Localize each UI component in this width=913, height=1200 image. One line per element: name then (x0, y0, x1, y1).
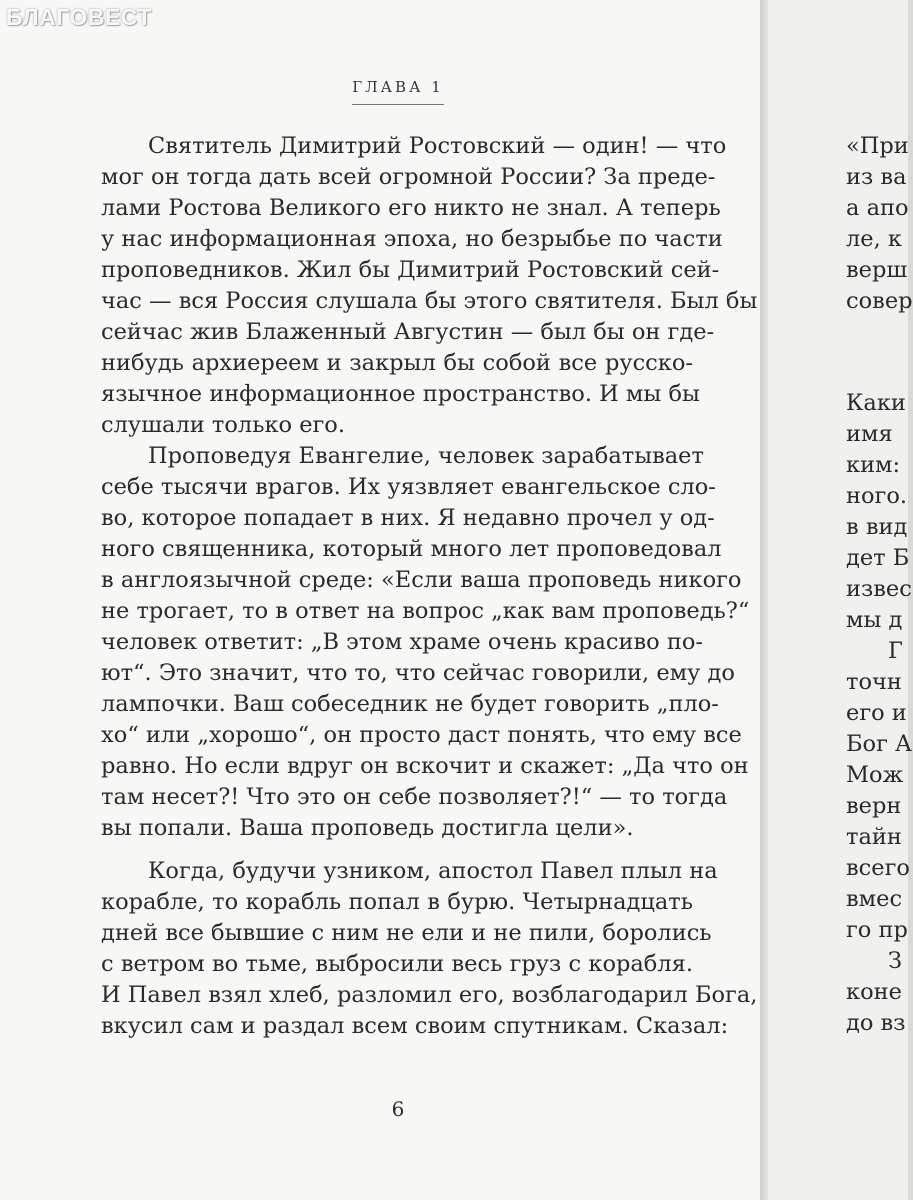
chapter-header: ГЛАВА 1 (352, 78, 444, 96)
right-text-fragment: верш (846, 257, 908, 283)
right-text-fragment: вмес (846, 886, 903, 912)
text-line: язычное информационное пространство. И мы бы (101, 381, 700, 407)
text-line: час — вся Россия слушала бы этого святителя. Был бы (101, 288, 758, 314)
text-line: там несет?! Что это он себе позволяет?!“ — то тогда (101, 784, 728, 810)
right-text-fragment: верн (846, 793, 902, 819)
text-line: дней все бывшие с ним не ели и не пили, боролись (101, 920, 712, 946)
text-line: равно. Но если вдруг он вскочит и скажет: „Да что он (101, 753, 749, 779)
text-line: корабле, то корабль попал в бурю. Четырнадцать (101, 889, 693, 915)
right-text-fragment: З (888, 948, 903, 974)
text-line: мог он тогда дать всей огромной России? За преде- (101, 164, 716, 190)
text-line: у нас информационная эпоха, но безрыбье по части (101, 226, 723, 252)
right-text-fragment: совер (846, 288, 913, 314)
right-text-fragment: «При (846, 133, 909, 159)
right-text-fragment: ким: (846, 452, 901, 478)
text-line: в англоязычной среде: «Если ваша проповедь никого (101, 567, 742, 593)
right-book-page (768, 0, 913, 1200)
page-number: 6 (391, 1097, 405, 1121)
chapter-header-rule (352, 104, 444, 105)
right-text-fragment: Бог А (846, 731, 913, 757)
text-line: проповедников. Жил бы Димитрий Ростовский сей- (101, 257, 720, 283)
text-line: хо“ или „хорошо“, он просто даст понять, что ему все (101, 722, 742, 748)
text-line: с ветром во тьме, выбросили весь груз с корабля. (101, 951, 693, 977)
right-text-fragment: точн (846, 669, 902, 695)
text-line: Когда, будучи узником, апостол Павел плыл на (148, 858, 718, 884)
text-line: не трогает, то в ответ на вопрос „как вам проповедь?“ (101, 598, 750, 624)
text-line: лампочки. Ваш собеседник не будет говорить „пло- (101, 691, 719, 717)
text-line: ют“. Это значит, что то, что сейчас говорили, ему до (101, 660, 735, 686)
text-line: лами Ростова Великого его никто не знал. А теперь (101, 195, 721, 221)
right-text-fragment: коне (846, 979, 902, 1005)
right-text-fragment: го пр (846, 917, 908, 943)
right-text-fragment: в вид (846, 514, 908, 540)
right-text-fragment: Г (888, 638, 903, 664)
right-text-fragment: ле, к (846, 226, 902, 252)
right-text-fragment: Каки (846, 390, 906, 416)
right-text-fragment: тайн (846, 824, 902, 850)
text-line: И Павел взял хлеб, разломил его, возблагодарил Бога, (101, 982, 758, 1008)
right-text-fragment: мы д (846, 607, 903, 633)
right-text-fragment: до вз (846, 1010, 906, 1036)
watermark-logo: БЛАГОВЕСТ (6, 4, 152, 30)
right-text-fragment: ного. (846, 483, 908, 509)
right-text-fragment: дет Б (846, 545, 910, 571)
right-text-fragment: извес (846, 576, 912, 602)
right-text-fragment: Мож (846, 762, 904, 788)
text-line: Проповедуя Евангелие, человек зарабатывает (148, 443, 704, 469)
text-line: ного священника, который много лет проповедовал (101, 536, 722, 562)
text-line: вы попали. Ваша проповедь достигла цели». (101, 815, 634, 841)
right-text-fragment: имя (846, 421, 893, 447)
text-line: слушали только его. (101, 412, 346, 438)
text-line: Святитель Димитрий Ростовский — один! — что (148, 133, 727, 159)
text-line: во, которое попадает в них. Я недавно прочел у од- (101, 505, 715, 531)
right-text-fragment: из ва (846, 164, 907, 190)
text-line: человек ответит: „В этом храме очень красиво по- (101, 629, 704, 655)
text-line: сейчас жив Блаженный Августин — был бы он где- (101, 319, 715, 345)
right-text-fragment: его и (846, 700, 907, 726)
right-text-fragment: а апо (846, 195, 909, 221)
right-text-fragment: всего (846, 855, 910, 881)
text-line: нибудь архиереем и закрыл бы собой все русско- (101, 350, 693, 376)
text-line: вкусил сам и раздал всем своим спутникам. Сказал: (101, 1013, 729, 1039)
text-line: себе тысячи врагов. Их уязвляет евангельское сло- (101, 474, 716, 500)
